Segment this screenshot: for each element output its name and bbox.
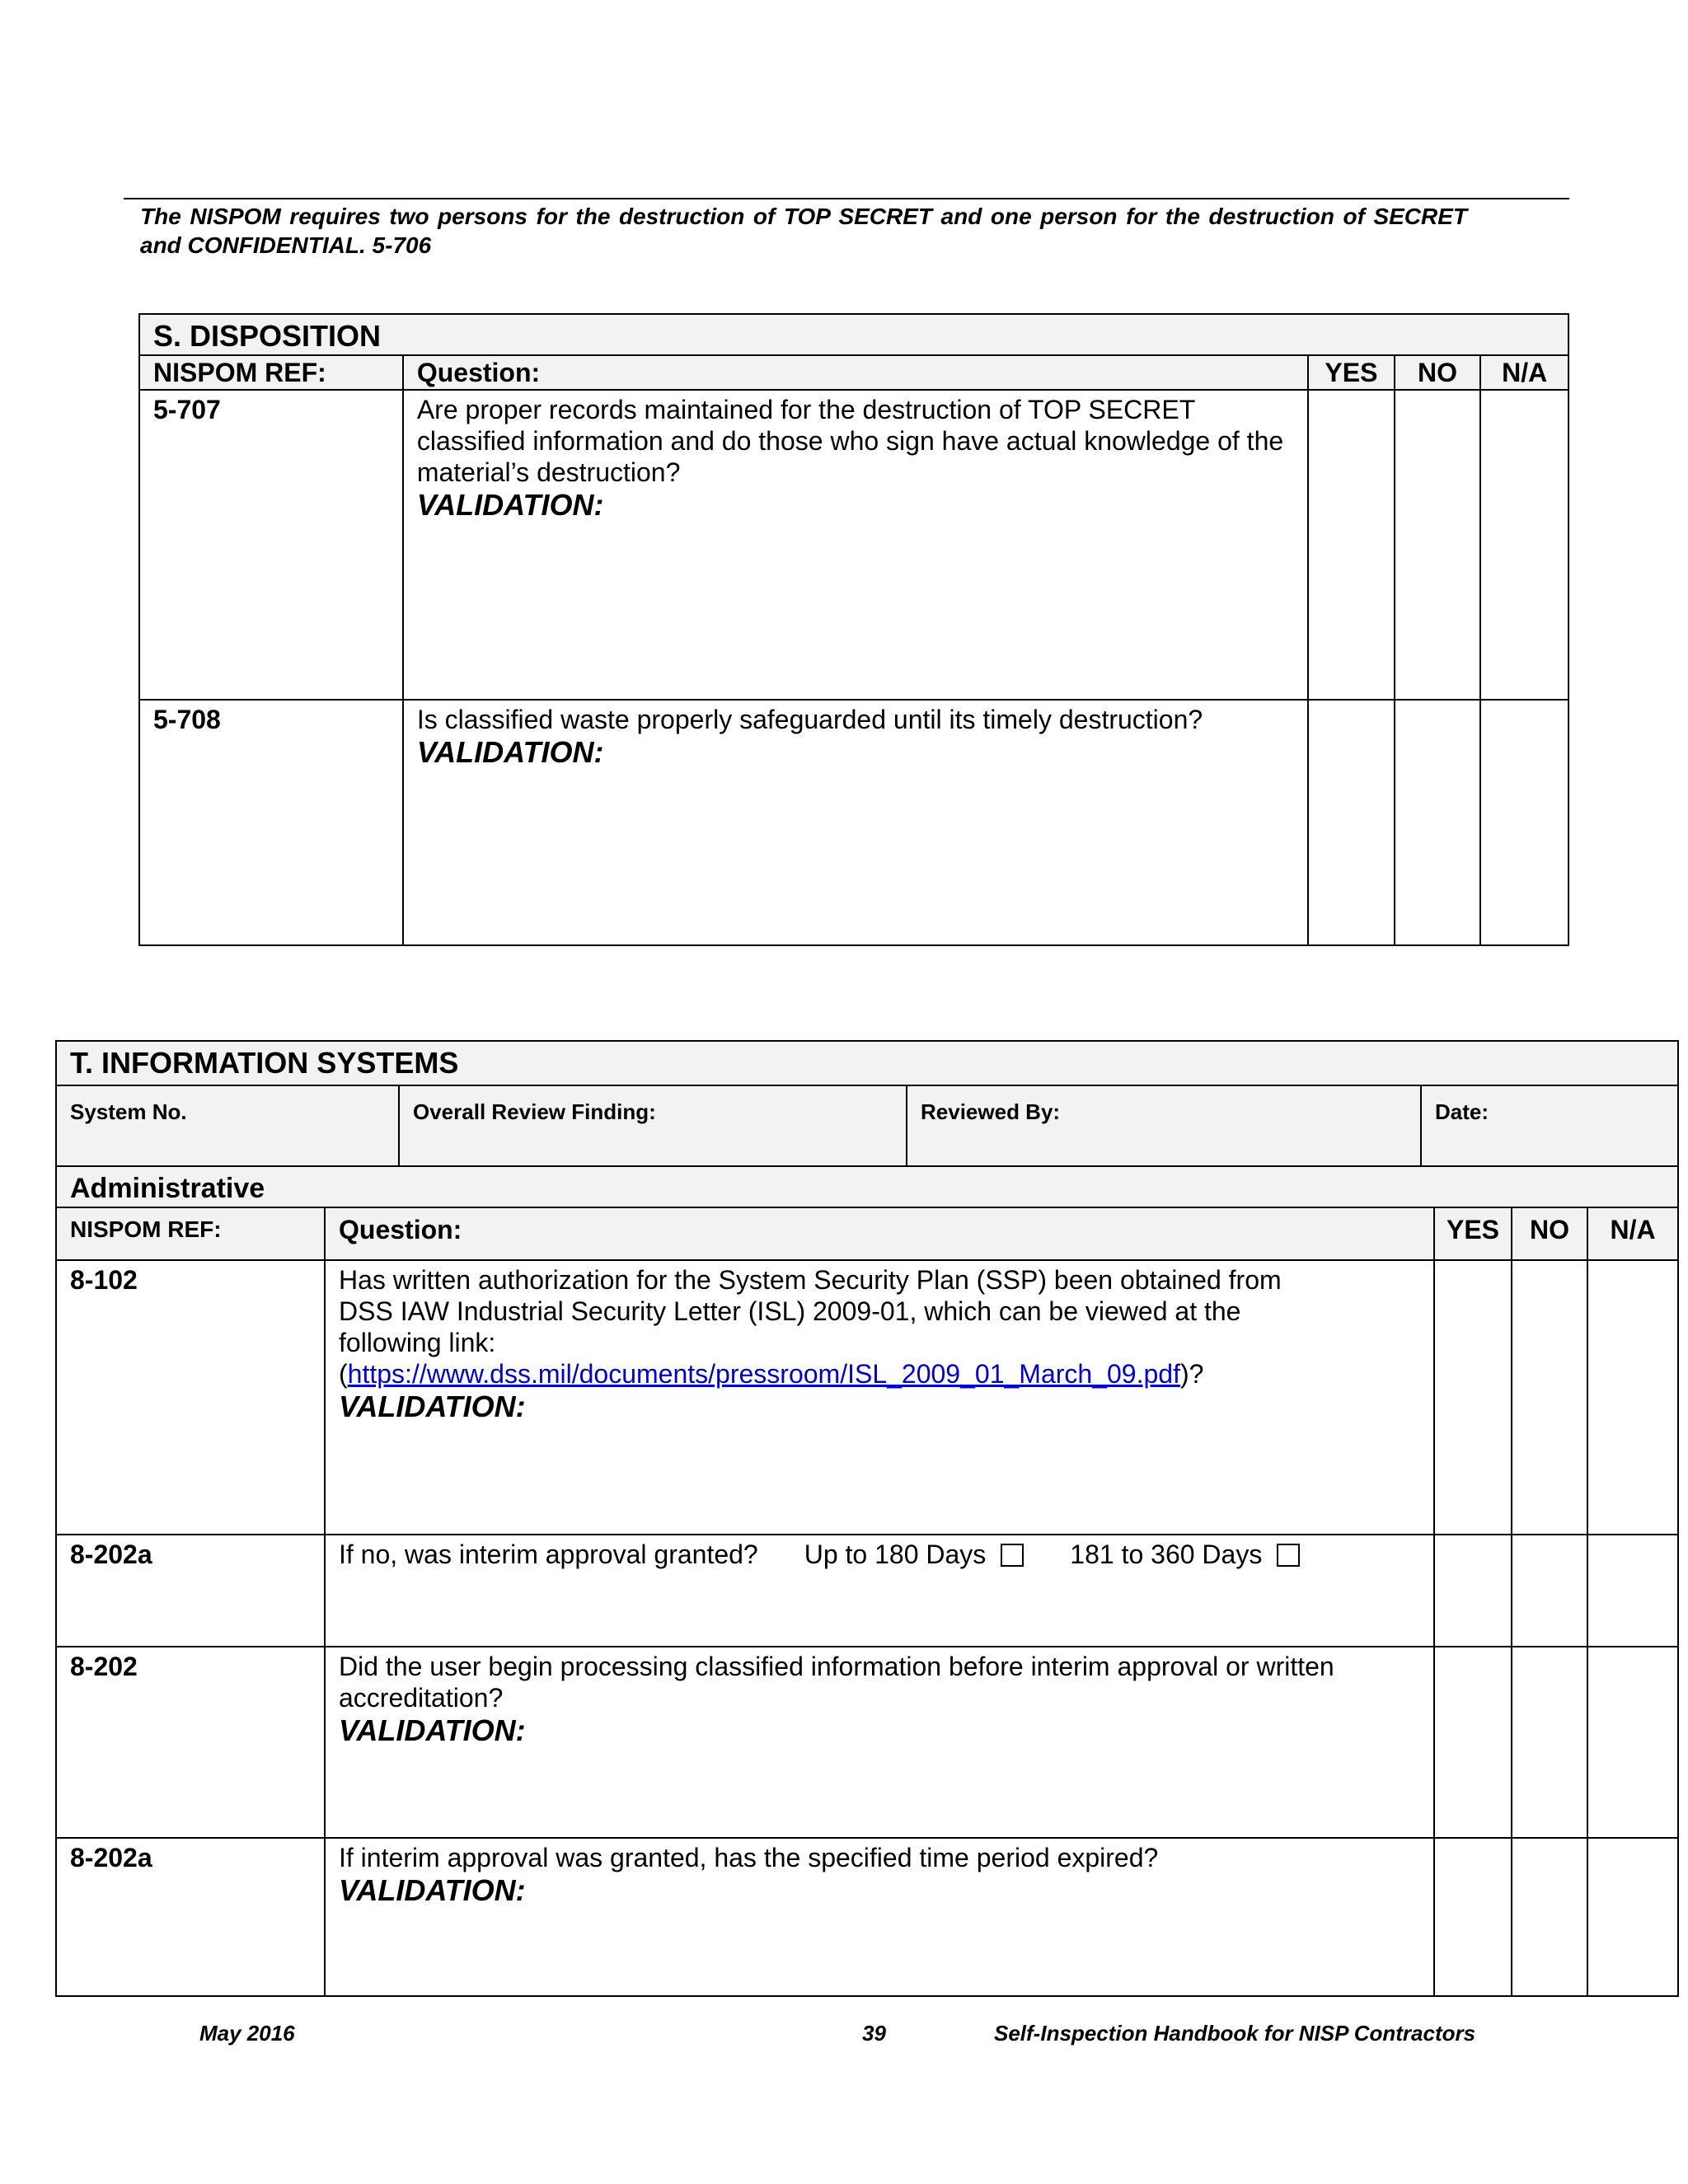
- question-text: Has written authorization for the System Security Plan (SSP) been obtained from DSS IAW Industrial Security Letter (ISL) 2009-01, which can be viewed at the following link:: [339, 1265, 1282, 1357]
- link-close: )?: [1179, 1359, 1204, 1389]
- table-row: [56, 1260, 1678, 1535]
- question-text: If interim approval was granted, has the specified time period expired?: [339, 1843, 1159, 1872]
- validation-label: VALIDATION:: [339, 1390, 526, 1423]
- col-header-yes: YES: [1434, 1207, 1512, 1260]
- link-open: (: [339, 1359, 348, 1389]
- validation-label: VALIDATION:: [416, 735, 604, 769]
- validation-label: VALIDATION:: [339, 1713, 526, 1747]
- col-header-ref: NISPOM REF:: [139, 355, 403, 390]
- subsection-title: Administrative: [70, 1173, 265, 1204]
- nispom-ref: 8-202: [56, 1647, 325, 1838]
- isl-link[interactable]: https://www.dss.mil/documents/pressroom/ISL_2009_01_March_09.pdf: [347, 1359, 1180, 1389]
- no-cell[interactable]: [1512, 1647, 1587, 1838]
- yes-cell[interactable]: [1434, 1535, 1512, 1647]
- validation-label: VALIDATION:: [416, 488, 604, 522]
- footer-date: May 2016: [199, 2021, 295, 2046]
- section-title: S. DISPOSITION: [153, 319, 382, 353]
- option-up-to-180-label: Up to 180 Days: [804, 1540, 987, 1569]
- system-no-field[interactable]: System No.: [56, 1085, 399, 1166]
- reviewed-by-field[interactable]: Reviewed By:: [907, 1085, 1421, 1166]
- yes-cell[interactable]: [1434, 1647, 1512, 1838]
- nispom-ref: 8-102: [56, 1260, 325, 1535]
- intro-note: The NISPOM requires two persons for the destruction of TOP SECRET and one person for the destruction of SECRET and CONFIDENTIAL. 5-706: [140, 204, 1467, 258]
- na-cell[interactable]: [1587, 1647, 1678, 1838]
- col-header-question: Question:: [403, 355, 1308, 390]
- disposition-table: [138, 313, 1569, 946]
- yes-cell[interactable]: [1434, 1838, 1512, 1996]
- information-systems-table: [55, 1040, 1679, 1997]
- col-header-yes: YES: [1308, 355, 1395, 390]
- validation-label: VALIDATION:: [339, 1873, 526, 1907]
- question-text: Did the user begin processing classified information before interim approval or written accreditation?: [339, 1652, 1334, 1713]
- no-cell[interactable]: [1512, 1535, 1587, 1647]
- col-header-no: NO: [1512, 1207, 1587, 1260]
- col-header-na: N/A: [1587, 1207, 1678, 1260]
- na-cell[interactable]: [1587, 1838, 1678, 1996]
- footer-title: Self-Inspection Handbook for NISP Contractors: [994, 2021, 1476, 2046]
- col-header-no: NO: [1395, 355, 1481, 390]
- question-text: Is classified waste properly safeguarded until its timely destruction?: [416, 705, 1203, 734]
- checkbox-181-to-360-days[interactable]: [1277, 1544, 1300, 1567]
- na-cell[interactable]: [1587, 1535, 1678, 1647]
- na-cell[interactable]: [1480, 390, 1568, 700]
- question-text: Are proper records maintained for the destruction of TOP SECRET classified information and do those who sign have actual knowledge of the material’s destruction?: [416, 395, 1284, 487]
- no-cell[interactable]: [1395, 390, 1481, 700]
- table-row: [139, 700, 1568, 945]
- question-text: If no, was interim approval granted?: [339, 1540, 758, 1569]
- checkbox-up-to-180-days[interactable]: [1001, 1544, 1024, 1567]
- section-title: T. INFORMATION SYSTEMS: [70, 1046, 459, 1080]
- col-header-ref: NISPOM REF:: [56, 1207, 325, 1260]
- nispom-ref: 5-708: [139, 700, 403, 945]
- top-rule: [124, 198, 1569, 199]
- date-field[interactable]: Date:: [1421, 1085, 1678, 1166]
- table-row: [56, 1647, 1678, 1838]
- na-cell[interactable]: [1587, 1260, 1678, 1535]
- col-header-na: N/A: [1480, 355, 1568, 390]
- no-cell[interactable]: [1512, 1838, 1587, 1996]
- table-row: [56, 1838, 1678, 1996]
- table-row: [139, 390, 1568, 700]
- table-row: [56, 1535, 1678, 1647]
- no-cell[interactable]: [1395, 700, 1481, 945]
- overall-review-finding-field[interactable]: Overall Review Finding:: [399, 1085, 907, 1166]
- nispom-ref: 8-202a: [56, 1838, 325, 1996]
- yes-cell[interactable]: [1308, 390, 1395, 700]
- nispom-ref: 8-202a: [56, 1535, 325, 1647]
- option-181-to-360-label: 181 to 360 Days: [1070, 1540, 1263, 1569]
- col-header-question: Question:: [325, 1207, 1434, 1260]
- yes-cell[interactable]: [1434, 1260, 1512, 1535]
- nispom-ref: 5-707: [139, 390, 403, 700]
- na-cell[interactable]: [1480, 700, 1568, 945]
- no-cell[interactable]: [1512, 1260, 1587, 1535]
- yes-cell[interactable]: [1308, 700, 1395, 945]
- footer-page-number: 39: [862, 2021, 886, 2046]
